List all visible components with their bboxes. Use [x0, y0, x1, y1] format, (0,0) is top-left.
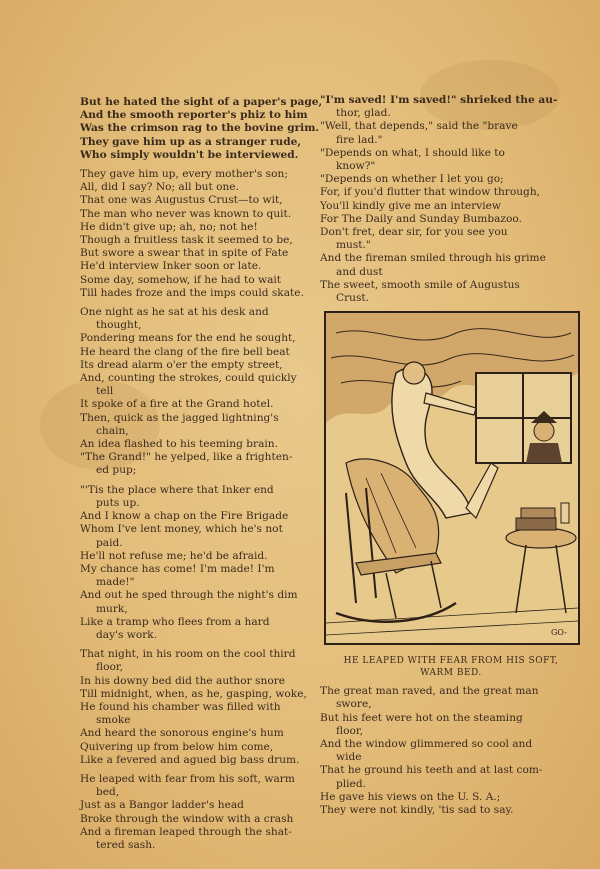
poem-line: But swore a swear that in spite of Fate	[80, 247, 289, 260]
poem-line: Like a fevered and agued big bass drum.	[80, 753, 300, 766]
poem-line: He'd interview Inker soon or late.	[80, 260, 262, 273]
poem-line: Who simply wouldn't be interviewed.	[80, 148, 299, 161]
poem-line: paid.	[96, 536, 123, 549]
poem-line: And the smooth reporter's phiz to him	[80, 109, 308, 122]
poem-line: Its dread alarm o'er the empty street,	[80, 358, 283, 371]
poem-line: Till midnight, when, as he, gasping, woke,	[80, 687, 307, 700]
poem-line: Don't fret, dear sir, for you see you	[320, 226, 508, 239]
poem-line: They gave him up as a stranger rude,	[80, 135, 302, 148]
poem-line: He leaped with fear from his soft, warm	[80, 772, 295, 785]
poem-stanza	[80, 648, 313, 767]
poem-line: He heard the clang of the fire bell beat	[80, 345, 290, 358]
poem-line: made!"	[96, 576, 135, 589]
poem-line: And out he sped through the night's dim	[80, 589, 298, 602]
right-top-stanzas	[320, 94, 582, 305]
poem-line: And, counting the strokes, could quickly	[80, 372, 297, 385]
poem-line: That he ground his teeth and at last com-	[320, 764, 543, 777]
poem-line: wide	[336, 751, 362, 764]
poem-line: The man who never was known to quit.	[80, 207, 292, 220]
poem-line: must."	[336, 239, 371, 252]
poem-line: They gave him up, every mother's son;	[80, 168, 288, 181]
poem-line: And I know a chap on the Fire Brigade	[80, 510, 289, 523]
engraving	[326, 313, 578, 643]
poem-line: The sweet, smooth smile of Augustus	[320, 278, 520, 291]
poem-line: chain,	[96, 424, 129, 437]
poem-line: He gave his views on the U. S. A.;	[320, 790, 501, 803]
poem-line: And the fireman smiled through his grime	[320, 252, 546, 265]
poem-line: Pondering means for the end he sought,	[80, 332, 296, 345]
poem-line: Crust.	[336, 292, 370, 305]
poem-line: For The Daily and Sunday Bumbazoo.	[320, 212, 522, 225]
caption-line: WARM BED.	[420, 668, 482, 679]
poem-line: "Depends on whether I let you go;	[320, 173, 504, 186]
poem-line: Like a tramp who flees from a hard	[80, 615, 270, 628]
poem-line: Broke through the window with a crash	[80, 812, 294, 825]
poem-line: Quivering up from below him come,	[80, 740, 274, 753]
poem-line: swore,	[336, 698, 372, 711]
poem-stanza	[320, 685, 582, 817]
poem-line: That one was Augustus Crust—to wit,	[80, 194, 283, 207]
poem-stanza	[80, 96, 323, 162]
poem-line: Till hades froze and the imps could skate.	[80, 286, 304, 299]
poem-line: plied.	[336, 777, 366, 790]
poem-line: Whom I've lent money, which he's not	[80, 523, 283, 536]
poem-line: The great man raved, and the great man	[320, 685, 539, 698]
poem-line: murk,	[96, 602, 128, 615]
poem-stanza	[80, 773, 313, 852]
poem-line: smoke	[96, 714, 131, 727]
poem-line: day's work.	[96, 628, 158, 641]
poem-line: ed pup;	[96, 464, 137, 477]
right-bottom-stanzas	[320, 685, 582, 817]
poem-line: fire lad."	[336, 133, 383, 146]
right-poem-column	[320, 94, 582, 823]
poem-line: And a fireman leaped through the shat-	[80, 825, 292, 838]
poem-line: thought,	[96, 319, 142, 332]
poem-line: tered sash.	[96, 838, 156, 851]
poem-line: Though a fruitless task it seemed to be,	[80, 234, 293, 247]
poem-stanza	[320, 94, 582, 305]
poem-line: know?"	[336, 160, 376, 173]
poem-line: tell	[96, 385, 114, 398]
poem-line: For, if you'd flutter that window through,	[320, 186, 541, 199]
poem-line: You'll kindly give me an interview	[320, 199, 501, 212]
illustration-man-leaping-from-bed	[324, 311, 580, 645]
svg-text:GO-: GO-	[551, 628, 567, 638]
poem-line: Was the crimson rag to the bovine grim.	[80, 122, 320, 135]
poem-line: "Well, that depends," said the "brave	[320, 120, 518, 133]
poem-line: "The Grand!" he yelped, like a frighten-	[80, 451, 293, 464]
poem-line: That night, in his room on the cool third	[80, 648, 296, 661]
poem-line: In his downy bed did the author snore	[80, 674, 286, 687]
poem-line: All, did I say? No; all but one.	[80, 181, 239, 194]
poem-line: It spoke of a fire at the Grand hotel.	[80, 398, 274, 411]
poem-line: He didn't give up; ah, no; not he!	[80, 220, 258, 233]
poem-line: "'Tis the place where that Inker end	[80, 483, 274, 496]
poem-stanza	[80, 168, 313, 300]
poem-line: Then, quick as the jagged lightning's	[80, 411, 279, 424]
poem-line: He found his chamber was filled with	[80, 700, 281, 713]
illustration-caption	[320, 655, 582, 679]
poem-line: Just as a Bangor ladder's head	[80, 799, 244, 812]
poem-line: They were not kindly, 'tis sad to say.	[320, 804, 514, 817]
poem-line: Some day, somehow, if he had to wait	[80, 273, 282, 286]
poem-line: floor,	[96, 661, 124, 674]
poem-stanza	[80, 484, 313, 642]
poem-line: "I'm saved! I'm saved!" shrieked the au-	[320, 94, 558, 106]
poem-line: He'll not refuse me; he'd be afraid.	[80, 549, 268, 562]
caption-line: HE LEAPED WITH FEAR FROM HIS SOFT,	[343, 656, 559, 667]
poem-line: puts up.	[96, 496, 140, 509]
poem-line: But his feet were hot on the steaming	[320, 711, 523, 724]
poem-line: thor, glad.	[336, 107, 391, 120]
poem-line: floor,	[336, 724, 364, 737]
poem-line: An idea flashed to his teeming brain.	[80, 438, 278, 451]
poem-line: But he hated the sight of a paper's page,	[80, 96, 323, 108]
poem-stanza	[80, 306, 313, 478]
poem-line: bed,	[96, 786, 120, 799]
left-poem-column	[80, 96, 323, 858]
poem-line: "Depends on what, I should like to	[320, 146, 505, 159]
poem-line: My chance has come! I'm made! I'm	[80, 562, 275, 575]
poem-line: And the window glimmered so cool and	[320, 738, 533, 751]
poem-line: And heard the sonorous engine's hum	[80, 727, 284, 740]
poem-line: One night as he sat at his desk and	[80, 306, 269, 319]
poem-line: and dust	[336, 265, 383, 278]
